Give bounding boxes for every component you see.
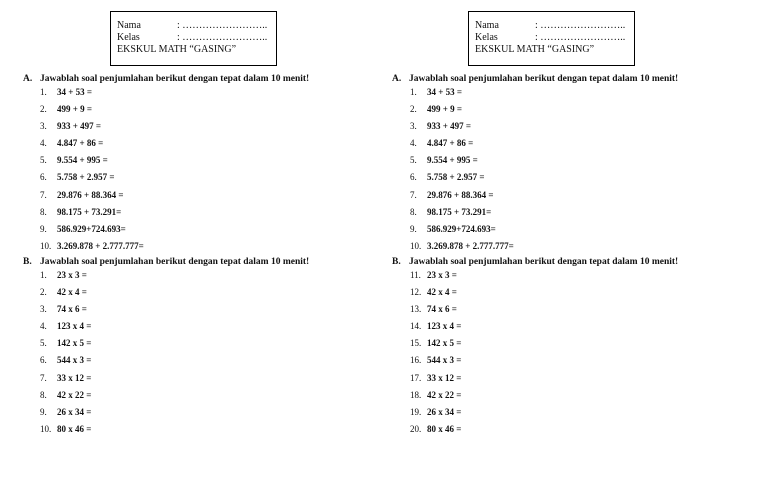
question-number: 11. xyxy=(410,270,421,280)
question-item xyxy=(40,354,91,371)
section-b-letter: B. xyxy=(23,257,32,267)
question-number: 19. xyxy=(410,406,422,417)
question-item xyxy=(40,240,144,257)
section-b-title: Jawablah soal penjumlahan berikut dengan tepat dalam 10 menit! xyxy=(40,257,310,267)
question-number: 7. xyxy=(40,189,47,200)
question-number: 14. xyxy=(410,321,422,332)
question-item xyxy=(410,86,514,103)
nama-blank: : …………………….. xyxy=(177,20,268,31)
question-number: 6. xyxy=(40,355,47,366)
kelas-label: Kelas xyxy=(475,32,498,43)
question-number: 2. xyxy=(40,287,47,298)
question-number: 8. xyxy=(40,389,47,400)
kelas-blank: : …………………….. xyxy=(535,32,626,43)
question-number: 9. xyxy=(410,223,417,234)
question-text: 34 + 53 = xyxy=(427,87,463,97)
question-text: 74 x 6 = xyxy=(427,304,457,315)
question-text: 80 x 46 = xyxy=(427,423,462,434)
question-item xyxy=(410,286,461,303)
question-text: 123 x 4 = xyxy=(427,321,462,332)
question-item xyxy=(40,189,144,206)
section-a-heading xyxy=(23,74,309,84)
question-text: 23 x 3 = xyxy=(427,270,457,280)
worksheet-right xyxy=(370,0,754,501)
question-number: 1. xyxy=(40,270,47,280)
section-a-title: Jawablah soal penjumlahan berikut dengan tepat dalam 10 menit! xyxy=(40,74,310,84)
question-number: 13. xyxy=(410,304,422,315)
question-item xyxy=(410,269,461,286)
nama-label: Nama xyxy=(117,20,141,31)
question-item xyxy=(40,269,91,286)
question-text: 33 x 12 = xyxy=(57,372,92,383)
question-item xyxy=(40,406,91,423)
student-id-box xyxy=(110,11,277,66)
question-item xyxy=(410,320,461,337)
question-number: 8. xyxy=(40,206,47,217)
worksheet-title: EKSKUL MATH “GASING” xyxy=(117,44,237,55)
question-text: 26 x 34 = xyxy=(427,406,462,417)
question-text: 42 x 22 = xyxy=(57,389,92,400)
question-item xyxy=(40,171,144,188)
question-number: 17. xyxy=(410,372,422,383)
question-number: 7. xyxy=(40,372,47,383)
question-text: 80 x 46 = xyxy=(57,423,92,434)
section-a-title: Jawablah soal penjumlahan berikut dengan tepat dalam 10 menit! xyxy=(409,74,679,84)
section-b-heading xyxy=(23,257,309,267)
question-number: 3. xyxy=(40,121,47,132)
question-item xyxy=(410,171,514,188)
question-number: 4. xyxy=(40,138,47,149)
question-text: 123 x 4 = xyxy=(57,321,92,332)
question-number: 5. xyxy=(410,155,417,166)
question-number: 12. xyxy=(410,287,422,298)
question-number: 7. xyxy=(410,189,417,200)
question-number: 2. xyxy=(40,104,47,115)
question-text: 42 x 4 = xyxy=(57,287,87,298)
question-text: 499 + 9 = xyxy=(57,104,93,115)
question-item xyxy=(410,154,514,171)
question-number: 8. xyxy=(410,206,417,217)
question-number: 5. xyxy=(40,155,47,166)
question-text: 29.876 + 88.364 = xyxy=(427,189,494,200)
question-item xyxy=(410,206,514,223)
question-text: 933 + 497 = xyxy=(427,121,472,132)
question-text: 3.269.878 + 2.777.777= xyxy=(57,240,144,251)
nama-blank: : …………………….. xyxy=(535,20,626,31)
section-b-list xyxy=(40,269,91,440)
question-text: 4.847 + 86 = xyxy=(57,138,104,149)
question-item xyxy=(40,303,91,320)
kelas-blank: : …………………….. xyxy=(177,32,268,43)
question-item xyxy=(40,120,144,137)
question-item xyxy=(40,206,144,223)
question-text: 9.554 + 995 = xyxy=(57,155,108,166)
question-item xyxy=(40,423,91,440)
question-text: 5.758 + 2.957 = xyxy=(57,172,115,183)
section-b-list xyxy=(410,269,461,440)
question-item xyxy=(410,189,514,206)
question-number: 6. xyxy=(410,172,417,183)
question-text: 98.175 + 73.291= xyxy=(57,206,122,217)
question-item xyxy=(40,389,91,406)
question-text: 4.847 + 86 = xyxy=(427,138,474,149)
question-text: 26 x 34 = xyxy=(57,406,92,417)
question-number: 15. xyxy=(410,338,422,349)
question-number: 9. xyxy=(40,406,47,417)
section-b-title: Jawablah soal penjumlahan berikut dengan tepat dalam 10 menit! xyxy=(409,257,679,267)
question-number: 6. xyxy=(40,172,47,183)
section-a-list xyxy=(410,86,514,257)
question-item xyxy=(40,286,91,303)
question-item xyxy=(410,137,514,154)
section-b-heading xyxy=(392,257,678,267)
question-text: 42 x 4 = xyxy=(427,287,457,298)
student-id-box xyxy=(468,11,635,66)
question-text: 9.554 + 995 = xyxy=(427,155,478,166)
question-text: 142 x 5 = xyxy=(427,338,462,349)
question-item xyxy=(40,137,144,154)
question-number: 1. xyxy=(40,87,47,97)
question-text: 23 x 3 = xyxy=(57,270,87,280)
question-text: 499 + 9 = xyxy=(427,104,463,115)
question-text: 98.175 + 73.291= xyxy=(427,206,492,217)
question-number: 4. xyxy=(410,138,417,149)
question-text: 29.876 + 88.364 = xyxy=(57,189,124,200)
question-item xyxy=(40,154,144,171)
question-number: 3. xyxy=(410,121,417,132)
question-item xyxy=(410,103,514,120)
question-number: 18. xyxy=(410,389,422,400)
question-item xyxy=(40,320,91,337)
question-number: 9. xyxy=(40,223,47,234)
question-text: 544 x 3 = xyxy=(57,355,92,366)
question-number: 16. xyxy=(410,355,422,366)
question-item xyxy=(40,103,144,120)
question-text: 34 + 53 = xyxy=(57,87,93,97)
question-item xyxy=(40,337,91,354)
question-number: 2. xyxy=(410,104,417,115)
question-item xyxy=(410,389,461,406)
question-number: 4. xyxy=(40,321,47,332)
section-a-list xyxy=(40,86,144,257)
question-item xyxy=(410,337,461,354)
question-item xyxy=(410,423,461,440)
question-text: 74 x 6 = xyxy=(57,304,87,315)
question-number: 1. xyxy=(410,87,417,97)
question-number: 3. xyxy=(40,304,47,315)
question-item xyxy=(40,86,144,103)
question-item xyxy=(410,223,514,240)
question-item xyxy=(40,372,91,389)
question-item xyxy=(410,372,461,389)
question-text: 3.269.878 + 2.777.777= xyxy=(427,240,514,251)
question-text: 142 x 5 = xyxy=(57,338,92,349)
question-text: 544 x 3 = xyxy=(427,355,462,366)
question-text: 5.758 + 2.957 = xyxy=(427,172,485,183)
question-item xyxy=(410,354,461,371)
question-number: 10. xyxy=(410,240,422,251)
question-item xyxy=(410,406,461,423)
question-text: 33 x 12 = xyxy=(427,372,462,383)
question-number: 5. xyxy=(40,338,47,349)
question-item xyxy=(410,120,514,137)
section-b-letter: B. xyxy=(392,257,401,267)
worksheet-title: EKSKUL MATH “GASING” xyxy=(475,44,595,55)
section-a-letter: A. xyxy=(23,74,33,84)
question-number: 10. xyxy=(40,240,52,251)
question-text: 586.929+724.693= xyxy=(57,223,126,234)
question-text: 42 x 22 = xyxy=(427,389,462,400)
question-number: 20. xyxy=(410,423,422,434)
question-item xyxy=(410,303,461,320)
question-text: 586.929+724.693= xyxy=(427,223,496,234)
section-a-heading xyxy=(392,74,678,84)
question-text: 933 + 497 = xyxy=(57,121,102,132)
question-item xyxy=(410,240,514,257)
question-number: 10. xyxy=(40,423,52,434)
nama-label: Nama xyxy=(475,20,499,31)
section-a-letter: A. xyxy=(392,74,402,84)
kelas-label: Kelas xyxy=(117,32,140,43)
question-item xyxy=(40,223,144,240)
